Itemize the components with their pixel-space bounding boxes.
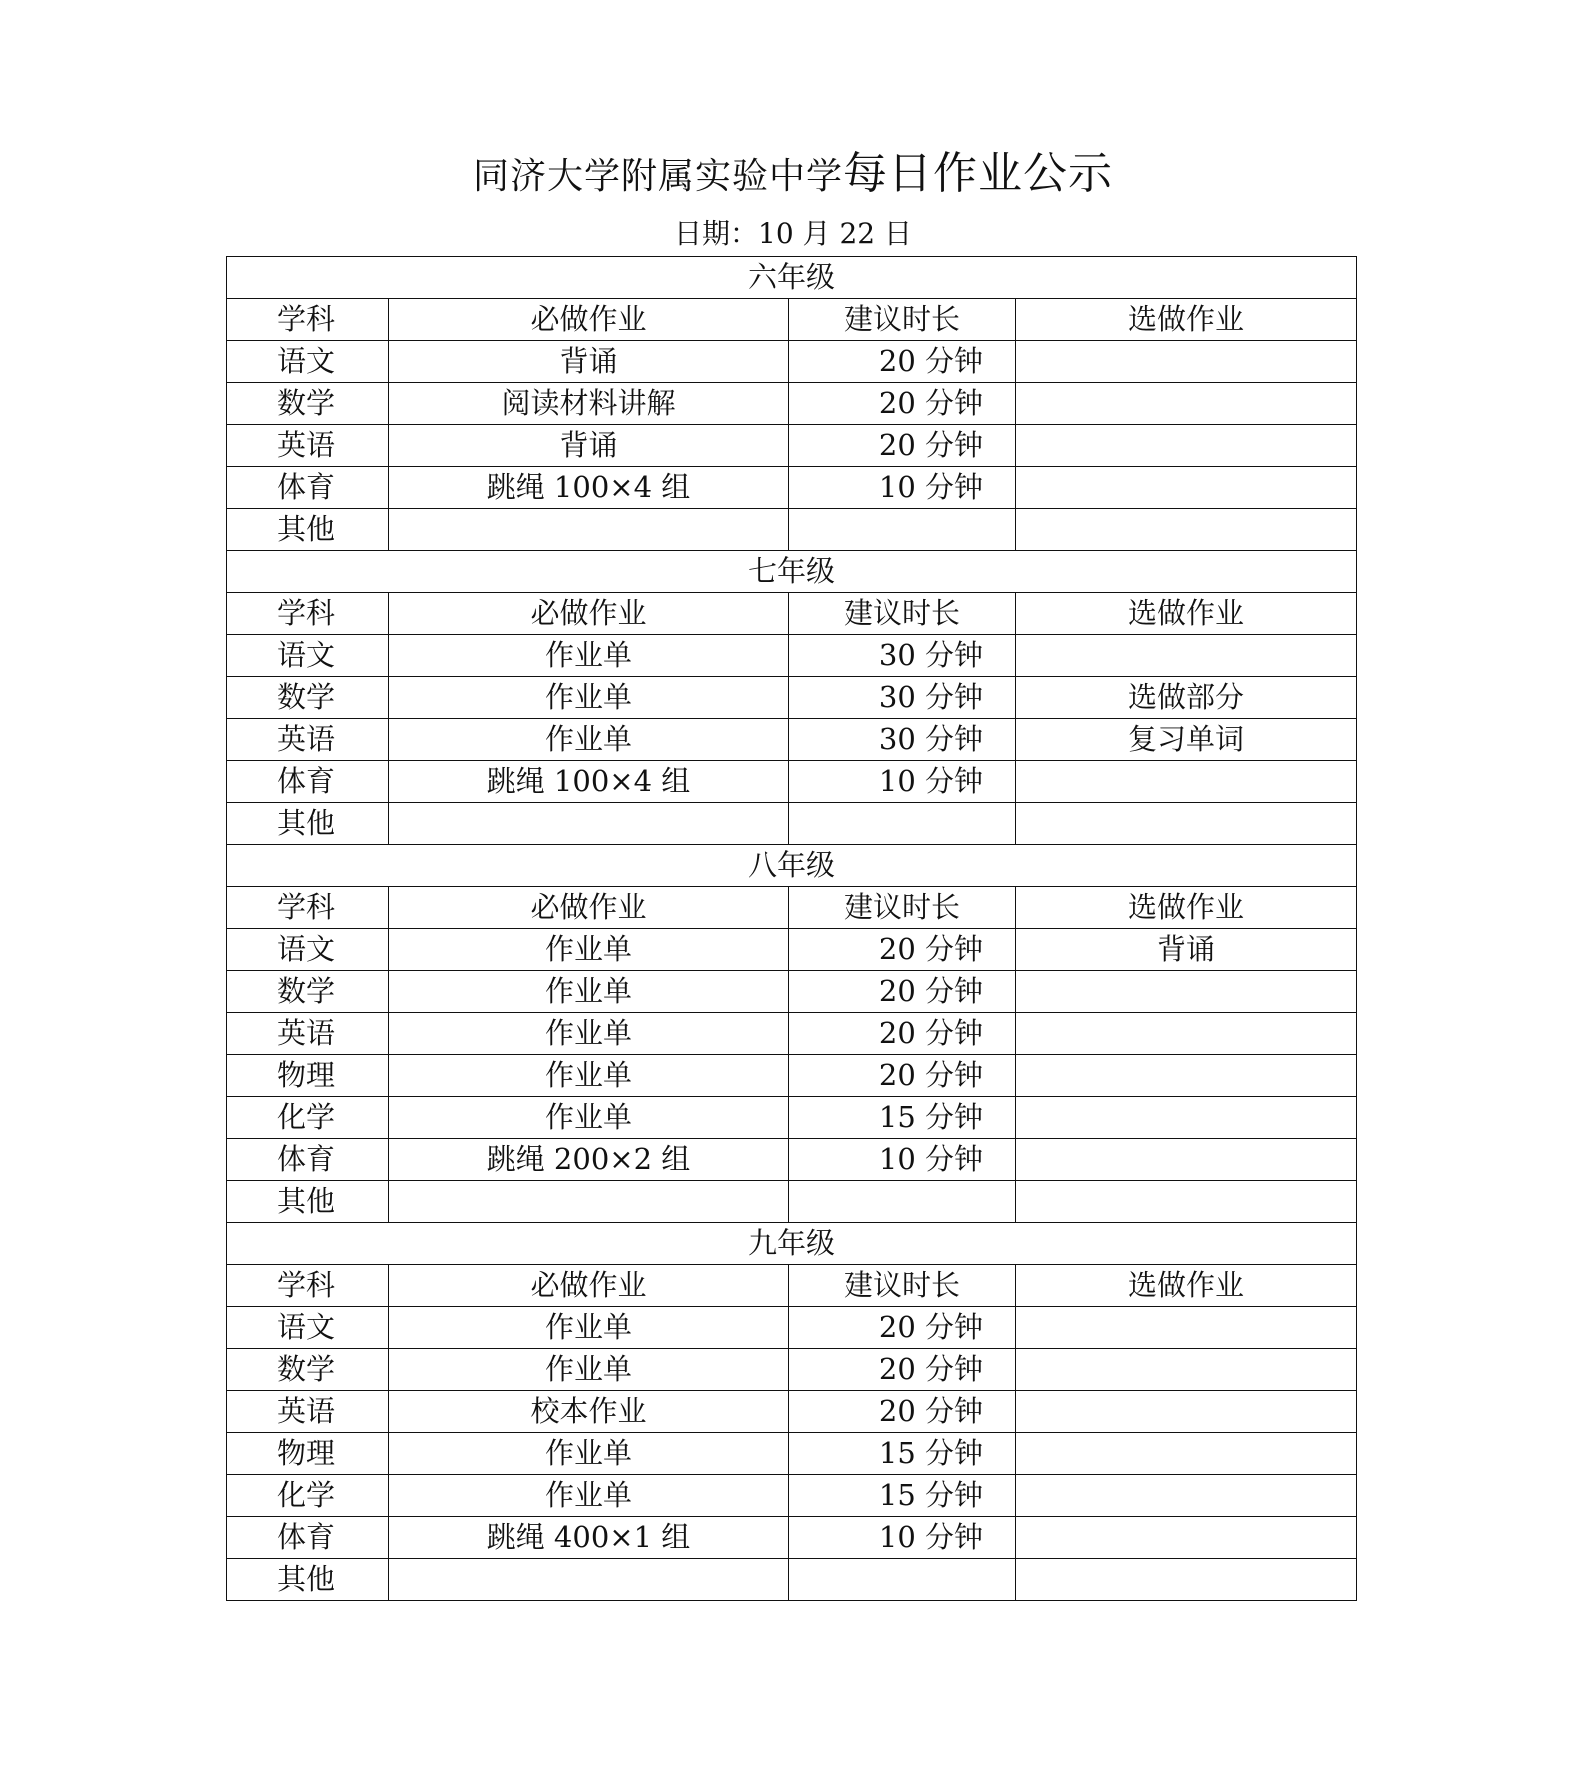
cell-required: 作业单 (389, 1349, 789, 1391)
column-header-duration: 建议时长 (789, 593, 1016, 635)
table-row (227, 803, 1357, 845)
cell-optional: 背诵 (1016, 929, 1357, 971)
column-header-optional: 选做作业 (1016, 1265, 1357, 1307)
cell-optional (1016, 1055, 1357, 1097)
column-header-row (227, 1265, 1357, 1307)
cell-optional (1016, 467, 1357, 509)
cell-required: 跳绳 100×4 组 (389, 467, 789, 509)
cell-duration (789, 509, 1016, 551)
cell-subject: 数学 (227, 677, 389, 719)
cell-subject: 数学 (227, 1349, 389, 1391)
cell-required: 跳绳 100×4 组 (389, 761, 789, 803)
column-header-row (227, 593, 1357, 635)
cell-optional (1016, 1139, 1357, 1181)
cell-duration: 20 分钟 (789, 1349, 1016, 1391)
column-header-optional: 选做作业 (1016, 593, 1357, 635)
cell-subject: 物理 (227, 1055, 389, 1097)
cell-duration: 10 分钟 (789, 1517, 1016, 1559)
table-row (227, 467, 1357, 509)
column-header-subject: 学科 (227, 299, 389, 341)
cell-duration: 30 分钟 (789, 677, 1016, 719)
cell-duration: 20 分钟 (789, 1391, 1016, 1433)
cell-required: 作业单 (389, 1307, 789, 1349)
table-row (227, 1433, 1357, 1475)
cell-subject: 语文 (227, 929, 389, 971)
cell-duration: 20 分钟 (789, 383, 1016, 425)
cell-optional (1016, 341, 1357, 383)
cell-duration: 20 分钟 (789, 929, 1016, 971)
column-header-subject: 学科 (227, 593, 389, 635)
table-row (227, 971, 1357, 1013)
column-header-duration: 建议时长 (789, 887, 1016, 929)
page-title (0, 148, 1586, 203)
cell-subject: 英语 (227, 719, 389, 761)
cell-required: 跳绳 400×1 组 (389, 1517, 789, 1559)
column-header-required: 必做作业 (389, 593, 789, 635)
cell-required: 跳绳 200×2 组 (389, 1139, 789, 1181)
column-header-subject: 学科 (227, 1265, 389, 1307)
cell-optional (1016, 635, 1357, 677)
grade-name: 七年级 (227, 551, 1357, 593)
cell-required: 作业单 (389, 1055, 789, 1097)
cell-subject: 英语 (227, 1391, 389, 1433)
cell-optional (1016, 971, 1357, 1013)
cell-required: 作业单 (389, 929, 789, 971)
cell-required: 作业单 (389, 1433, 789, 1475)
table-row (227, 1139, 1357, 1181)
table-row (227, 1559, 1357, 1601)
cell-duration: 15 分钟 (789, 1475, 1016, 1517)
cell-duration: 15 分钟 (789, 1097, 1016, 1139)
cell-required: 作业单 (389, 971, 789, 1013)
cell-subject: 其他 (227, 509, 389, 551)
table-row (227, 509, 1357, 551)
table-row (227, 677, 1357, 719)
column-header-row (227, 299, 1357, 341)
table-row (227, 1097, 1357, 1139)
cell-required: 阅读材料讲解 (389, 383, 789, 425)
cell-required: 背诵 (389, 425, 789, 467)
cell-duration: 20 分钟 (789, 341, 1016, 383)
cell-duration (789, 803, 1016, 845)
cell-required (389, 509, 789, 551)
cell-optional (1016, 1097, 1357, 1139)
homework-table-body (227, 257, 1357, 1601)
cell-subject: 物理 (227, 1433, 389, 1475)
cell-duration: 30 分钟 (789, 635, 1016, 677)
cell-optional: 复习单词 (1016, 719, 1357, 761)
table-row (227, 1181, 1357, 1223)
table-row (227, 425, 1357, 467)
cell-subject: 英语 (227, 1013, 389, 1055)
cell-duration: 10 分钟 (789, 761, 1016, 803)
cell-optional (1016, 383, 1357, 425)
notice-title: 每日作业公示 (843, 148, 1113, 199)
column-header-required: 必做作业 (389, 1265, 789, 1307)
cell-subject: 其他 (227, 1181, 389, 1223)
cell-subject: 数学 (227, 971, 389, 1013)
cell-required: 作业单 (389, 1097, 789, 1139)
grade-header-row (227, 845, 1357, 887)
table-row (227, 383, 1357, 425)
cell-required (389, 803, 789, 845)
cell-required: 作业单 (389, 635, 789, 677)
cell-optional (1016, 1517, 1357, 1559)
column-header-duration: 建议时长 (789, 299, 1016, 341)
table-row (227, 1349, 1357, 1391)
cell-duration (789, 1181, 1016, 1223)
cell-subject: 语文 (227, 635, 389, 677)
grade-header-row (227, 551, 1357, 593)
cell-subject: 体育 (227, 1139, 389, 1181)
school-name: 同济大学附属实验中学 (472, 156, 843, 197)
cell-duration: 20 分钟 (789, 1055, 1016, 1097)
cell-required: 作业单 (389, 1013, 789, 1055)
grade-header-row (227, 257, 1357, 299)
date-label: 日期：10 月 22 日 (674, 217, 912, 250)
cell-subject: 体育 (227, 467, 389, 509)
cell-subject: 化学 (227, 1475, 389, 1517)
cell-duration (789, 1559, 1016, 1601)
table-row (227, 1013, 1357, 1055)
cell-subject: 语文 (227, 1307, 389, 1349)
cell-optional (1016, 1181, 1357, 1223)
cell-required: 校本作业 (389, 1391, 789, 1433)
column-header-duration: 建议时长 (789, 1265, 1016, 1307)
cell-subject: 体育 (227, 761, 389, 803)
table-row (227, 929, 1357, 971)
cell-subject: 其他 (227, 1559, 389, 1601)
cell-required: 作业单 (389, 719, 789, 761)
cell-subject: 英语 (227, 425, 389, 467)
column-header-required: 必做作业 (389, 887, 789, 929)
cell-duration: 20 分钟 (789, 425, 1016, 467)
table-row (227, 719, 1357, 761)
column-header-row (227, 887, 1357, 929)
cell-duration: 10 分钟 (789, 467, 1016, 509)
cell-optional (1016, 1559, 1357, 1601)
grade-header-row (227, 1223, 1357, 1265)
cell-subject: 数学 (227, 383, 389, 425)
table-row (227, 1055, 1357, 1097)
table-row (227, 341, 1357, 383)
cell-duration: 10 分钟 (789, 1139, 1016, 1181)
table-row (227, 1391, 1357, 1433)
cell-optional (1016, 803, 1357, 845)
column-header-subject: 学科 (227, 887, 389, 929)
cell-optional (1016, 425, 1357, 467)
cell-optional (1016, 1349, 1357, 1391)
column-header-optional: 选做作业 (1016, 299, 1357, 341)
grade-name: 六年级 (227, 257, 1357, 299)
cell-optional (1016, 1391, 1357, 1433)
cell-required: 背诵 (389, 341, 789, 383)
cell-duration: 20 分钟 (789, 1307, 1016, 1349)
cell-required: 作业单 (389, 1475, 789, 1517)
cell-required: 作业单 (389, 677, 789, 719)
cell-duration: 20 分钟 (789, 971, 1016, 1013)
cell-optional (1016, 1307, 1357, 1349)
cell-subject: 体育 (227, 1517, 389, 1559)
grade-name: 八年级 (227, 845, 1357, 887)
cell-optional (1016, 1433, 1357, 1475)
table-row (227, 635, 1357, 677)
cell-duration: 20 分钟 (789, 1013, 1016, 1055)
table-row (227, 761, 1357, 803)
cell-duration: 15 分钟 (789, 1433, 1016, 1475)
table-row (227, 1475, 1357, 1517)
cell-subject: 语文 (227, 341, 389, 383)
table-row (227, 1517, 1357, 1559)
cell-optional (1016, 1475, 1357, 1517)
homework-table (226, 256, 1357, 1601)
column-header-optional: 选做作业 (1016, 887, 1357, 929)
cell-optional (1016, 1013, 1357, 1055)
column-header-required: 必做作业 (389, 299, 789, 341)
cell-subject: 其他 (227, 803, 389, 845)
cell-optional (1016, 761, 1357, 803)
table-row (227, 1307, 1357, 1349)
cell-required (389, 1559, 789, 1601)
cell-required (389, 1181, 789, 1223)
cell-subject: 化学 (227, 1097, 389, 1139)
grade-name: 九年级 (227, 1223, 1357, 1265)
cell-optional: 选做部分 (1016, 677, 1357, 719)
cell-optional (1016, 509, 1357, 551)
cell-duration: 30 分钟 (789, 719, 1016, 761)
